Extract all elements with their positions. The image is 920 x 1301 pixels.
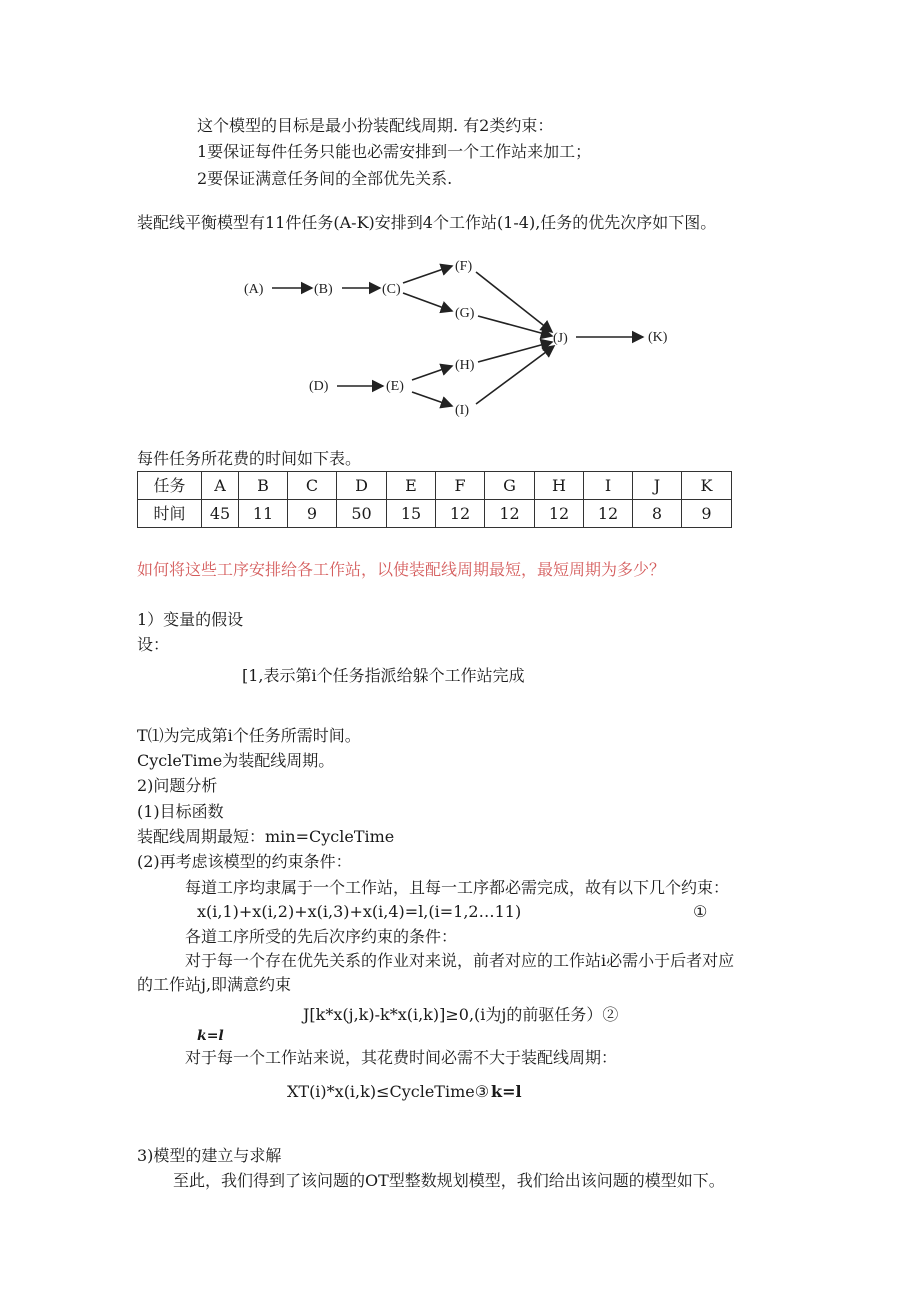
question-text: 如何将这些工序安排给各工作站，以使装配线周期最短，最短周期为多少？ [137,560,666,579]
constraint-2-formula: J[k*x(j,k)-k*x(i,k)]≥0,(i为j的前驱任务）② [303,1005,619,1024]
node-f: (F) [455,259,473,274]
constraint-3-subscript: k=l [491,1082,522,1101]
cycletime-definition: CycleTime为装配线周期。 [137,751,335,770]
intro-line-3: 2要保证满意任务间的全部优先关系. [197,169,453,188]
time-cell: 45 [202,500,239,528]
problem-statement: 装配线平衡模型有11件任务(A-K)安排到4个工作站(1-4),任务的优先次序如下图。 [137,213,717,232]
constraint-1-text: 每道工序均隶属于一个工作站，且每一工序都必需完成，故有以下几个约束： [185,878,730,897]
section-3-title: 3)模型的建立与求解 [137,1146,282,1165]
variable-definition: [1,表示第i个任务指派给躲个工作站完成 [242,666,525,685]
section-3-text: 至此，我们得到了该问题的OT型整数规划模型，我们给出该问题的模型如下。 [173,1171,725,1190]
time-cell: 12 [485,500,535,528]
task-cell: I [584,472,633,500]
task-cell: F [436,472,485,500]
constraint-2-para-1: 对于每一个存在优先关系的作业对来说，前者对应的工作站i必需小于后者对应 [185,951,735,970]
table-caption: 每件任务所花费的时间如下表。 [137,449,362,468]
time-cell: 9 [682,500,732,528]
intro-line-1: 这个模型的目标是最小扮装配线周期. 有2类约束： [197,116,554,135]
edge-e-h [412,366,452,380]
node-j: (J) [553,331,568,346]
objective-title: (1)目标函数 [137,802,224,821]
node-e: (E) [386,379,404,394]
intro-line-2: 1要保证每件任务只能也必需安排到一个工作站来加工； [197,142,592,161]
edge-i-j [476,346,554,404]
node-h: (H) [455,358,475,373]
time-cell: 8 [633,500,682,528]
time-row-header: 时间 [138,500,202,528]
task-cell: A [202,472,239,500]
table-row-times [138,500,732,528]
edge-c-g [403,293,452,311]
task-time-table [137,471,732,528]
let-label: 设： [137,635,170,654]
node-i: (I) [455,403,469,418]
task-cell: J [633,472,682,500]
task-cell: G [485,472,535,500]
precedence-diagram [0,0,920,460]
edge-c-f [403,266,452,283]
constraint-2-subscript: k=l [197,1028,224,1044]
task-cell: C [288,472,337,500]
edge-f-j [476,272,552,332]
constraint-2-para-2: 的工作站j,即满意约束 [137,975,292,994]
task-cell: B [239,472,288,500]
task-row-header: 任务 [138,472,202,500]
section-1-title: 1）变量的假设 [137,610,244,629]
time-definition: T⑴为完成第i个任务所需时间。 [137,726,361,745]
node-d: (D) [309,379,329,394]
table-row-tasks [138,472,732,500]
time-cell: 12 [436,500,485,528]
time-cell: 12 [535,500,584,528]
constraint-3-formula: XT(i)*x(i,k)≤CycleTime③ [287,1082,490,1101]
time-cell: 9 [288,500,337,528]
edge-e-i [412,392,452,406]
section-2-title: 2)问题分析 [137,776,218,795]
task-cell: E [387,472,436,500]
constraint-2-text: 各道工序所受的先后次序约束的条件： [185,927,458,946]
constraints-title: (2)再考虑该模型的约束条件： [137,852,352,871]
node-c: (C) [382,282,401,297]
constraint-3-text: 对于每一个工作站来说，其花费时间必需不大于装配线周期： [185,1048,618,1067]
task-cell: H [535,472,584,500]
time-cell: 15 [387,500,436,528]
time-cell: 12 [584,500,633,528]
time-cell: 11 [239,500,288,528]
node-g: (G) [455,306,475,321]
objective-function: 装配线周期最短：min=CycleTime [137,827,395,846]
time-cell: 50 [337,500,387,528]
constraint-1-formula: x(i,1)+x(i,2)+x(i,3)+x(i,4)=l,(i=1,2…11) [197,902,522,921]
task-cell: D [337,472,387,500]
constraint-1-mark: ① [693,902,708,921]
node-a: (A) [244,282,264,297]
edge-h-j [478,342,552,362]
edge-g-j [478,316,552,336]
task-cell: K [682,472,732,500]
node-b: (B) [314,282,333,297]
node-k: (K) [648,330,668,345]
